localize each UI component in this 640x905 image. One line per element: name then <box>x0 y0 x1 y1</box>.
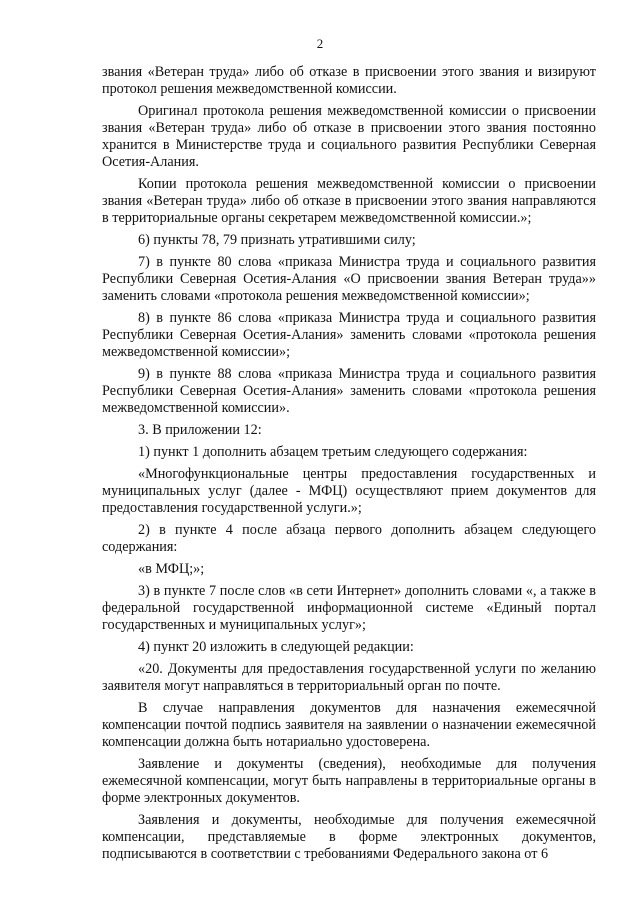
paragraph-13: 3) в пункте 7 после слов «в сети Интернет» дополнить словами «, а также в федеральной государственной информационной системе «Единый портал государственных и муниципальных услуг»; <box>102 583 596 633</box>
paragraph-7: 9) в пункте 88 слова «приказа Министра труда и социального развития Республики Северная Осетия-Алания» заменить словами «протокола решения межведомственной комиссии». <box>102 366 596 416</box>
paragraph-11: 2) в пункте 4 после абзаца первого дополнить абзацем следующего содержания: <box>102 522 596 555</box>
paragraph-14: 4) пункт 20 изложить в следующей редакции: <box>138 639 414 655</box>
paragraph-2: Оригинал протокола решения межведомственной комиссии о присвоении звания «Ветеран труда» либо об отказе в присвоении этого звания постоянно хранится в Министерстве труда и социального развития Республики Северная Осетия-Алания. <box>102 103 596 170</box>
paragraph-17: Заявление и документы (сведения), необходимые для получения ежемесячной компенсации, могут быть направлены в территориальные органы в форме электронных документов. <box>102 756 596 806</box>
paragraph-18: Заявления и документы, необходимые для получения ежемесячной компенсации, представляемые в форме электронных документов, подписываются в соответствии с требованиями Федерального закона от 6 <box>102 812 596 862</box>
paragraph-16: В случае направления документов для назначения ежемесячной компенсации почтой подпись заявителя на заявлении о назначении ежемесячной компенсации должна быть нотариально удостоверена. <box>102 700 596 750</box>
document-body <box>102 64 596 863</box>
paragraph-1: звания «Ветеран труда» либо об отказе в присвоении этого звания и визируют протокол решения межведомственной комиссии. <box>102 64 596 97</box>
paragraph-3: Копии протокола решения межведомственной комиссии о присвоении звания «Ветеран труда» либо об отказе в присвоении этого звания направляются в территориальные органы секретарем межведомственной комиссии.»; <box>102 176 596 226</box>
paragraph-8: 3. В приложении 12: <box>138 422 262 438</box>
paragraph-15: «20. Документы для предоставления государственной услуги по желанию заявителя могут направляться в территориальный орган по почте. <box>102 661 596 694</box>
paragraph-6: 8) в пункте 86 слова «приказа Министра труда и социального развития Республики Северная Осетия-Алания» заменить словами «протокола решения межведомственной комиссии»; <box>102 310 596 360</box>
paragraph-9: 1) пункт 1 дополнить абзацем третьим следующего содержания: <box>138 444 528 460</box>
paragraph-4: 6) пункты 78, 79 признать утратившими силу; <box>138 232 416 248</box>
paragraph-10: «Многофункциональные центры предоставления государственных и муниципальных услуг (далее - МФЦ) осуществляют прием документов для предоставления государственной услуги.»; <box>102 466 596 516</box>
paragraph-12: «в МФЦ;»; <box>138 561 205 577</box>
paragraph-5: 7) в пункте 80 слова «приказа Министра труда и социального развития Республики Северная Осетия-Алания «О присвоении звания Ветеран труда»» заменить словами «протокола решения межведомственной комиссии»; <box>102 254 596 304</box>
page-number: 2 <box>316 36 324 51</box>
